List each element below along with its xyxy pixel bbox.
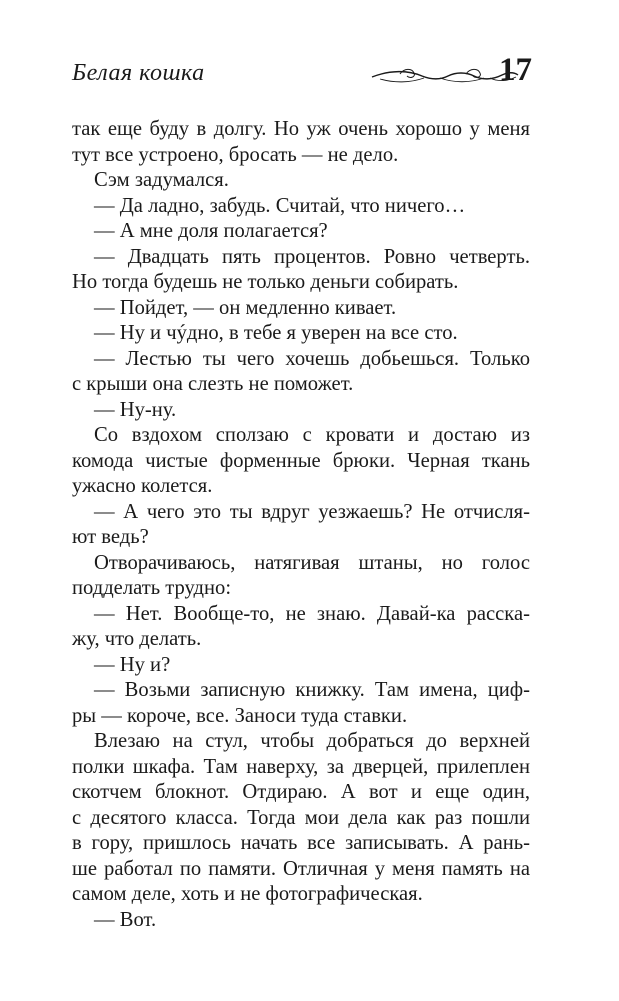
- ornament-flourish-icon: [370, 64, 520, 88]
- text-line: полки шкафа. Там наверху, за дверцей, прилеплен: [72, 755, 530, 778]
- text-line: комода чистые форменные брюки. Черная ткань: [72, 449, 530, 472]
- running-title: Белая кошка: [72, 60, 205, 86]
- text-line: с крыши она слезть не поможет.: [72, 373, 354, 395]
- text-line: Сэм задумался.: [94, 169, 229, 191]
- text-line: жу, что делать.: [72, 628, 202, 650]
- text-line: ют ведь?: [72, 526, 149, 548]
- text-line: с десятого класса. Тогда мои дела как раз пошли: [72, 806, 530, 829]
- body-text: [72, 117, 530, 933]
- text-line: — Возьми записную книжку. Там имена, циф-: [94, 679, 530, 701]
- text-line: — Пойдет, — он медленно кивает.: [94, 296, 397, 319]
- text-line: — Ну-ну.: [94, 398, 177, 421]
- text-line: — А мне доля полагается?: [94, 220, 328, 242]
- text-line: тут все устроено, бросать — не дело.: [72, 143, 399, 166]
- text-line: ры — короче, все. Заноси туда ставки.: [72, 704, 408, 727]
- text-line: в гору, пришлось начать все записывать. А рань-: [72, 832, 530, 854]
- text-line: — Двадцать пять процентов. Ровно четверть.: [94, 245, 530, 268]
- text-line: — А чего это ты вдруг уезжаешь? Не отчисля-: [94, 500, 530, 523]
- text-line: — Нет. Вообще-то, не знаю. Давай-ка расска-: [94, 602, 530, 625]
- text-line: Влезаю на стул, чтобы добраться до верхней: [94, 730, 530, 752]
- text-line: — Лестью ты чего хочешь добьешься. Только: [94, 347, 530, 370]
- text-line: Со вздохом сползаю с кровати и достаю из: [94, 424, 530, 446]
- text-line: Но тогда будешь не только деньги собирать.: [72, 271, 459, 293]
- text-line: так еще буду в долгу. Но уж очень хорошо у меня: [72, 118, 530, 140]
- text-line: ужасно колется.: [72, 475, 213, 497]
- text-line: подделать трудно:: [72, 577, 232, 599]
- text-line: ше работал по памяти. Отличная у меня память на: [72, 857, 530, 880]
- text-line: скотчем блокнот. Отдираю. А вот и еще один,: [72, 781, 530, 803]
- text-line: — Ну и чýдно, в тебе я уверен на все сто.: [94, 322, 458, 344]
- page-number: 17: [499, 52, 532, 88]
- text-line: — Вот.: [94, 908, 157, 931]
- text-line: самом деле, хоть и не фотографическая.: [72, 883, 423, 905]
- text-line: Отворачиваюсь, натягивая штаны, но голос: [94, 551, 530, 574]
- text-line: — Да ладно, забудь. Считай, что ничего…: [94, 194, 466, 217]
- page-header: [72, 52, 532, 100]
- text-line: — Ну и?: [94, 653, 171, 676]
